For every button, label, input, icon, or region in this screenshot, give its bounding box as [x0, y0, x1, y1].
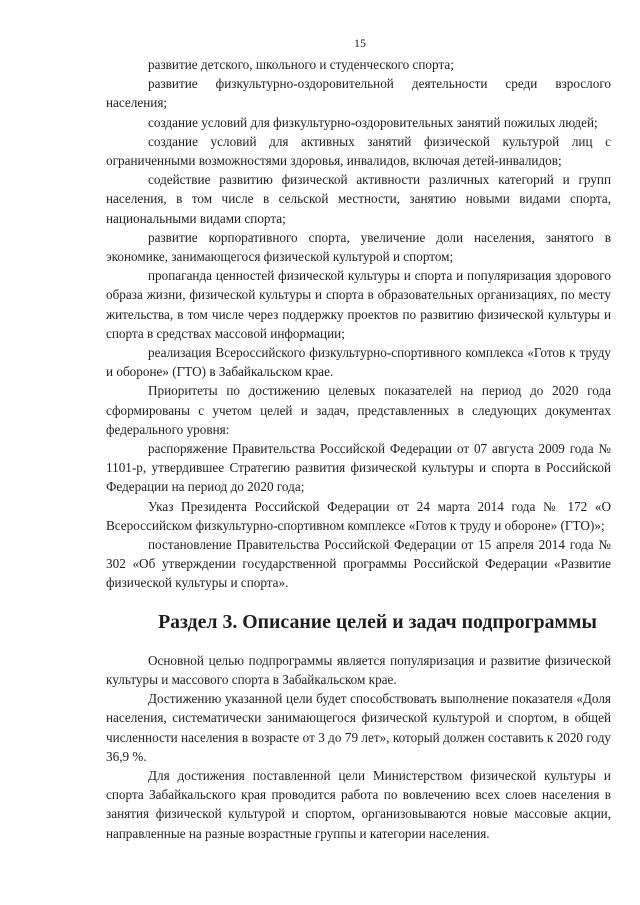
paragraph-physical-activity: содействие развитию физической активности различных категорий и групп населения, в том числе в сельской местности, занятию новыми видами спорта, национальными видами спорта; — [106, 172, 611, 226]
paragraph-adult-fitness: развитие физкультурно-оздоровительной деятельности среди взрослого населения; — [106, 76, 611, 111]
paragraph-ministry-work: Для достижения поставленной цели Министерством физической культуры и спорта Забайкальского края проводится работа по вовлечению всех слоев населения в занятия физической культурой и спортом, организовываются новые массовые акции, направленные на разные возрастные группы и категории населения. — [106, 767, 611, 841]
paragraph-government-resolution: постановление Правительства Российской Федерации от 15 апреля 2014 года № 302 «Об утверждении государственной программы Российской Федерации «Развитие физической культуры и спорта». — [106, 537, 611, 591]
paragraph-priorities: Приоритеты по достижению целевых показателей на период до 2020 года сформированы с учетом целей и задач, представленных в следующих документах федерального уровня: — [106, 383, 611, 437]
section-heading: Раздел 3. Описание целей и задач подпрограммы — [158, 610, 597, 633]
page-body — [106, 55, 611, 843]
paragraph-indicator: Достижению указанной цели будет способствовать выполнение показателя «Доля населения, систематически занимающегося физической культурой и спортом, в общей численности населения в возрасте от 3 до 79 лет», который должен составить к 2020 году 36,9 %. — [106, 691, 611, 764]
paragraph-main-goal: Основной целью подпрограммы является популяризация и развитие физической культуры и массового спорта в Забайкальском крае. — [106, 652, 611, 687]
page-number: 15 — [354, 36, 366, 50]
paragraph-school-sport: развитие детского, школьного и студенческого спорта; — [148, 57, 454, 72]
paragraph-propaganda: пропаганда ценностей физической культуры и спорта и популяризация здорового образа жизни, физической культуры и спорта в образовательных организациях, по месту жительства, в том числе через поддержку проектов по развитию физической культуры и спорта в средствах массовой информации; — [106, 268, 611, 341]
paragraph-disabled-sport: создание условий для активных занятий физической культурой лиц с ограниченными возможностями здоровья, инвалидов, включая детей-инвалидов; — [106, 133, 611, 169]
paragraph-presidential-decree: Указ Президента Российской Федерации от 24 марта 2014 года № 172 «О Всероссийском физкультурно-спортивном комплексе «Готов к труду и обороне» (ГТО)»; — [106, 498, 611, 533]
paragraph-government-order: распоряжение Правительства Российской Федерации от 07 августа 2009 года № 1101-р, утвердившее Стратегию развития физической культуры и спорта в Российской Федерации на период до 2020 года; — [106, 441, 611, 495]
paragraph-corporate-sport: развитие корпоративного спорта, увеличение доли населения, занятого в экономике, занимающегося физической культурой и спортом; — [106, 229, 611, 265]
paragraph-elderly-fitness: создание условий для физкультурно-оздоровительных занятий пожилых людей; — [148, 114, 598, 130]
paragraph-gto: реализация Всероссийского физкультурно-спортивного комплекса «Готов к труду и обороне» (ГТО) в Забайкальском крае. — [106, 345, 611, 380]
